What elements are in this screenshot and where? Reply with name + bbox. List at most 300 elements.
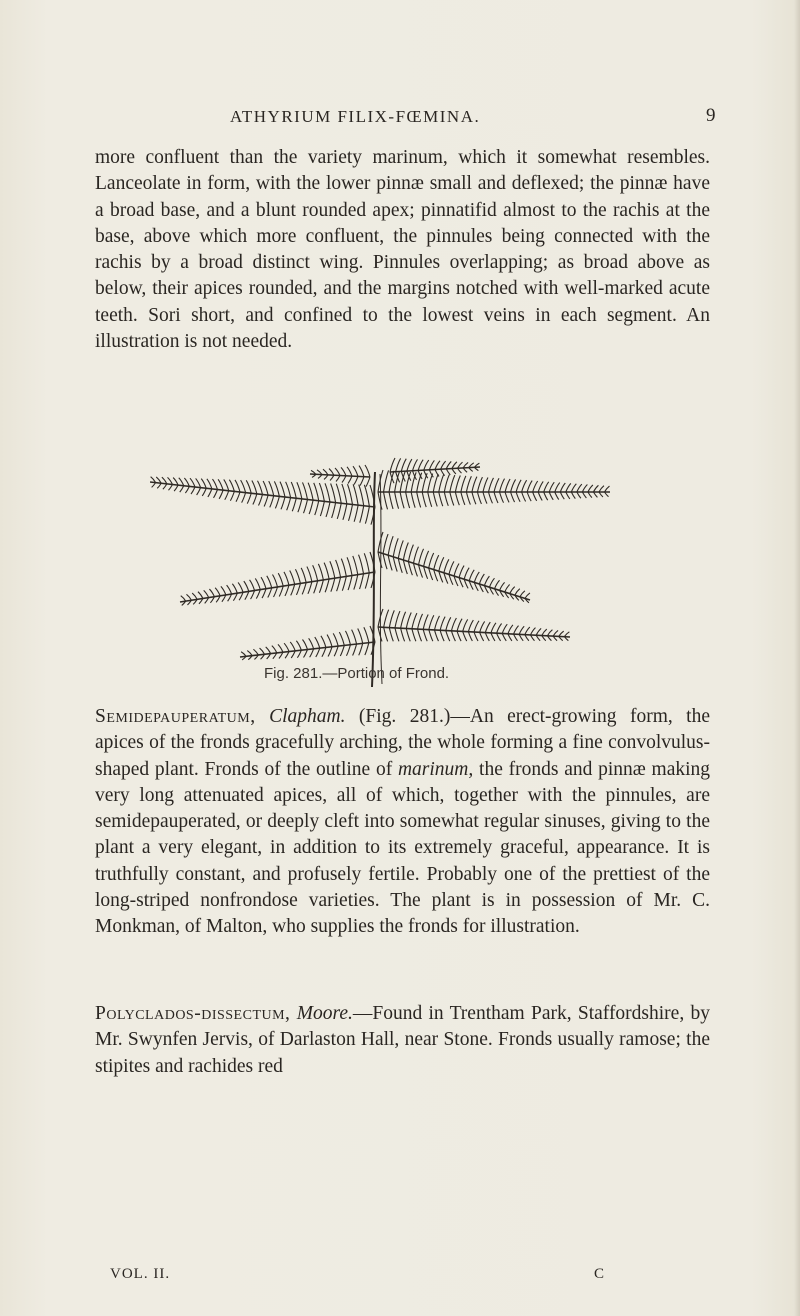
frond-stroke	[275, 496, 279, 508]
frond-stroke	[261, 577, 266, 589]
frond-stroke	[273, 575, 278, 588]
frond-stroke	[268, 588, 272, 598]
frond-stroke	[309, 638, 314, 649]
frond-stroke	[480, 621, 485, 632]
frond-stroke	[560, 483, 565, 492]
frond-stroke	[304, 650, 308, 658]
frond-stroke	[296, 583, 300, 594]
frond-stroke	[259, 495, 263, 506]
frond-stroke	[252, 481, 257, 494]
frond-stroke	[411, 472, 416, 492]
frond-stroke	[310, 649, 314, 657]
frond-stroke	[508, 625, 513, 634]
frond-stroke	[401, 459, 406, 472]
frond-stroke	[229, 480, 234, 492]
frond-stroke	[197, 488, 201, 495]
frond-stroke	[169, 485, 173, 491]
frond-stroke	[593, 485, 598, 492]
frond-stroke	[353, 556, 358, 575]
frond-stroke	[468, 632, 472, 641]
frond-stroke	[198, 592, 203, 599]
frond-stroke	[412, 629, 416, 641]
frond-stroke	[236, 492, 240, 502]
frond-stroke	[280, 482, 285, 497]
frond-stroke	[428, 492, 432, 507]
frond-stroke	[433, 492, 437, 506]
frond-stroke	[347, 467, 352, 476]
frond-stroke	[516, 480, 521, 492]
frond-stroke	[348, 576, 352, 591]
running-title: ATHYRIUM FILIX-FŒMINA.	[230, 107, 481, 126]
frond-stroke	[337, 503, 341, 519]
frond-stroke	[309, 500, 313, 514]
frond-stroke	[218, 479, 223, 490]
frond-stroke	[286, 482, 291, 498]
frond-stroke	[582, 492, 586, 498]
frond-stroke	[413, 547, 418, 564]
frond-stroke	[359, 555, 364, 574]
frond-stroke	[549, 482, 554, 492]
volume-mark: VOL. II.	[110, 1266, 171, 1282]
frond-stroke	[201, 479, 206, 489]
frond-stroke	[297, 482, 302, 499]
frond-stroke	[274, 481, 279, 496]
frond-stroke	[417, 473, 422, 492]
frond-stroke	[247, 651, 252, 656]
frond-stroke	[566, 492, 570, 499]
frond-stroke	[500, 582, 505, 590]
frond-stroke	[224, 479, 229, 490]
frond-stroke	[553, 630, 558, 636]
frond-stroke	[285, 585, 289, 596]
frond-stroke	[264, 495, 268, 506]
frond-stroke	[406, 628, 410, 641]
frond-stroke	[491, 633, 495, 641]
authority-name: Clapham.	[269, 706, 346, 727]
frond-stroke	[321, 636, 326, 648]
paragraph-text: the fronds and pinnæ making very long attenuated apices, all of which, together with the pinnules, are semidepauperated, or deeply cleft into somewhat regular sinuses, giving to the plant a very elegant, in addition to its extremely graceful, appearance. It is truthfully constant, and profusely fertile. Probably one of the prettiest of the long-striped nonfrondose varieties. The plant is in possession of Mr. C. Monkman, of Malton, who supplies the fronds for illustration.	[95, 758, 711, 938]
frond-stroke	[191, 487, 195, 494]
frond-stroke	[515, 589, 520, 596]
frond-stroke	[485, 622, 490, 632]
frond-stroke	[290, 642, 295, 651]
frond-stroke	[336, 484, 341, 504]
frond-stroke	[378, 627, 382, 641]
frond-stroke	[459, 566, 464, 578]
frond-stroke	[342, 576, 346, 590]
frond-stroke	[186, 594, 191, 600]
frond-stroke	[332, 503, 336, 518]
frond-stroke	[502, 624, 507, 633]
frond-stroke	[525, 627, 530, 635]
frond-stroke	[495, 580, 500, 589]
frond-stroke	[500, 479, 505, 492]
frond-stroke	[423, 615, 428, 630]
frond-stroke	[364, 485, 369, 507]
frond-stroke	[398, 558, 402, 572]
frond-stroke	[313, 565, 318, 581]
frond-stroke	[354, 505, 358, 522]
frond-stroke	[341, 467, 346, 475]
frond-stroke	[330, 561, 335, 578]
frond-stroke	[266, 647, 271, 654]
frond-stroke	[455, 476, 460, 493]
frond-stroke	[246, 480, 251, 493]
frond-stroke	[389, 610, 394, 627]
frond-stroke	[291, 584, 295, 595]
frond-stroke	[152, 483, 156, 488]
frond-stroke	[359, 643, 363, 655]
frond-stroke	[190, 478, 195, 487]
frond-stroke	[457, 631, 461, 641]
frond-stroke	[365, 506, 369, 523]
frond-stroke	[429, 630, 433, 642]
frond-stroke	[250, 580, 255, 591]
frond-stroke	[474, 572, 479, 583]
frond-stroke	[474, 632, 478, 641]
frond-stroke	[185, 486, 189, 493]
frond-stroke	[502, 633, 506, 640]
frond-stroke	[464, 568, 469, 580]
frond-stroke	[235, 480, 240, 492]
frond-stroke	[434, 630, 438, 641]
frond-stroke	[451, 618, 456, 631]
frond-stroke	[241, 480, 246, 493]
frond-stroke	[393, 538, 398, 557]
frond-stroke	[267, 576, 272, 588]
frond-stroke	[418, 460, 423, 471]
frond-stroke	[408, 562, 412, 576]
frond-stroke	[328, 647, 332, 657]
frond-stroke	[180, 486, 184, 492]
frond-stroke	[439, 474, 444, 492]
frond-stroke	[365, 465, 370, 477]
frond-stroke	[477, 477, 482, 492]
frond-stroke	[345, 631, 350, 645]
frond-stroke	[588, 492, 592, 498]
frond-stroke	[494, 478, 499, 492]
frond-stroke	[287, 498, 291, 511]
frond-stroke	[358, 628, 363, 643]
frond-stroke	[463, 631, 467, 641]
paragraph-text: more confluent than the variety marinum, which it somewhat resembles. Lanceolate in form, with the lower pinnæ small and deflexed; the pinnæ have a broad base, and a blunt rounded apex; pinnatifid almost to the rachis at the base, above which more confluent, the pinnules being connected with the rachis by a broad distinct wing. Pinnules overlapping; as broad above as below, their apices rounded, and the margins notched with well-marked acute teeth. Sori short, and confined to the lowest veins in each segment. An illustration is not needed.	[95, 147, 710, 353]
frond-stroke	[510, 587, 515, 594]
frond-stroke	[472, 492, 476, 504]
frond-stroke	[479, 574, 484, 584]
frond-stroke	[483, 492, 487, 504]
frond-stroke	[256, 590, 260, 599]
frond-stroke	[314, 581, 318, 593]
frond-stroke	[559, 631, 564, 636]
frond-stroke	[174, 485, 178, 491]
frond-stroke	[238, 582, 243, 592]
frond-stroke	[480, 632, 484, 641]
frond-stroke	[366, 477, 370, 487]
frond-stroke	[346, 645, 350, 656]
frond-stroke	[577, 492, 581, 498]
frond-stroke	[533, 492, 537, 501]
frond-stroke	[449, 561, 454, 574]
frond-stroke	[352, 630, 357, 644]
frond-stroke	[538, 481, 543, 492]
frond-stroke	[292, 498, 296, 511]
frond-stroke	[457, 619, 462, 631]
frond-stroke	[428, 474, 433, 492]
frond-stroke	[571, 484, 576, 492]
frond-stroke	[209, 589, 214, 597]
frond-stroke	[440, 617, 445, 631]
italic-variety: marinum,	[397, 758, 474, 780]
frond-stroke	[339, 632, 344, 645]
frond-stroke	[204, 590, 209, 597]
frond-stroke	[446, 631, 450, 642]
frond-stroke	[530, 628, 535, 635]
frond-stroke	[318, 564, 323, 580]
frond-stroke	[472, 477, 477, 492]
frond-stroke	[419, 565, 423, 578]
frond-stroke	[253, 494, 257, 505]
frond-stroke	[214, 490, 218, 498]
frond-stroke	[555, 492, 559, 500]
frond-stroke	[418, 614, 423, 629]
frond-stroke	[474, 621, 479, 632]
frond-stroke	[400, 492, 404, 508]
frond-stroke	[505, 585, 510, 593]
frond-stroke	[302, 583, 306, 595]
frond-stroke	[444, 492, 448, 506]
frond-stroke	[324, 563, 329, 579]
frond-stroke	[484, 576, 489, 586]
frond-stroke	[520, 591, 525, 597]
frond-stroke	[435, 461, 440, 470]
frond-stroke	[463, 619, 468, 631]
frond-stroke	[408, 545, 413, 562]
frond-stroke	[458, 468, 462, 473]
frond-stroke	[304, 500, 308, 514]
frond-stroke	[544, 492, 548, 500]
frond-stroke	[342, 484, 347, 504]
frond-stroke	[412, 613, 417, 629]
frond-stroke	[542, 629, 547, 635]
frond-stroke	[260, 648, 265, 654]
frond-stroke	[389, 628, 393, 642]
variety-name: Polyclados-dissectum,	[95, 1003, 291, 1024]
frond-stroke	[278, 644, 283, 652]
frond-stroke	[378, 492, 382, 510]
frond-stroke	[446, 617, 451, 630]
paragraph-polyclados-dissectum	[95, 1001, 710, 1080]
frond-stroke	[433, 474, 438, 492]
frond-stroke	[360, 574, 364, 589]
frond-stroke	[255, 578, 260, 589]
frond-stroke	[450, 492, 454, 506]
frond-stroke	[434, 555, 439, 570]
frond-stroke	[468, 620, 473, 632]
frond-stroke	[446, 461, 451, 468]
frond-stroke	[527, 481, 532, 492]
frond-stroke	[555, 483, 560, 492]
frond-stroke	[483, 477, 488, 492]
frond-stroke	[384, 627, 388, 641]
frond-stroke	[403, 543, 408, 561]
frond-stroke	[435, 470, 439, 477]
frond-stroke	[284, 572, 289, 585]
frond-stroke	[444, 475, 449, 492]
frond-stroke	[516, 492, 520, 502]
frond-stroke	[247, 493, 251, 503]
frond-stroke	[354, 575, 358, 590]
running-head	[0, 107, 800, 133]
frond-stroke	[466, 476, 471, 492]
frond-stroke	[522, 492, 526, 501]
frond-stroke	[429, 615, 434, 629]
frond-stroke	[505, 492, 509, 502]
frond-stroke	[488, 492, 492, 503]
frond-stroke	[488, 478, 493, 492]
frond-stroke	[320, 501, 324, 516]
frond-stroke	[525, 593, 530, 599]
frond-stroke	[423, 629, 427, 641]
frond-stroke	[418, 629, 422, 641]
frond-stroke	[439, 492, 443, 506]
frond-stroke	[505, 479, 510, 492]
frond-stroke	[360, 477, 364, 486]
frond-stroke	[303, 482, 308, 499]
frond-stroke	[192, 593, 197, 599]
frond-stroke	[434, 616, 439, 630]
frond-stroke	[497, 633, 501, 641]
frond-stroke	[278, 573, 283, 586]
frond-stroke	[337, 577, 341, 591]
frond-stroke	[343, 504, 347, 520]
frond-stroke	[401, 628, 405, 641]
frond-stroke	[353, 466, 358, 476]
frond-stroke	[522, 480, 527, 492]
frond-stroke	[395, 492, 399, 509]
frond-stroke	[536, 628, 541, 635]
frond-stroke	[315, 501, 319, 515]
frond-stroke	[298, 499, 302, 512]
frond-stroke	[342, 476, 346, 483]
frond-stroke	[424, 460, 429, 470]
frond-stroke	[359, 466, 364, 477]
frond-stroke	[365, 643, 369, 655]
page-number: 9	[706, 105, 716, 126]
frond-stroke	[485, 633, 489, 641]
frond-stroke	[326, 502, 330, 517]
frond-stroke	[497, 624, 502, 634]
paragraph-text: —Found in Trentham Park, Staffordshire, by Mr. Swynfen Jervis, of Darlaston Hall, near Stone. Fronds usually ramose; the stipites and rachides red	[95, 1003, 710, 1077]
frond-stroke	[325, 483, 330, 502]
frond-stroke	[270, 496, 274, 508]
frond-stroke	[429, 553, 434, 568]
frond-stroke	[604, 486, 609, 492]
frond-stroke	[511, 492, 515, 502]
frond-stroke	[511, 479, 516, 492]
authority-name: Moore.	[296, 1003, 353, 1024]
frond-stroke	[327, 635, 332, 647]
frond-stroke	[593, 492, 597, 497]
frond-stroke	[461, 476, 466, 492]
frond-stroke	[571, 492, 575, 499]
paragraph-text: (Fig. 281.)—An erect-growing form, the apices of the fronds gracefully arching, the whole forming a fine convolvulus-shaped plant. Fronds of the outline of	[95, 706, 711, 780]
frond-stroke	[396, 458, 401, 471]
page-edge-shadow	[794, 0, 800, 1316]
frond-stroke	[181, 596, 186, 601]
frond-stroke	[466, 492, 470, 505]
frond-stroke	[469, 570, 474, 581]
frond-stroke	[353, 484, 358, 505]
frond-stroke	[403, 560, 407, 574]
frond-stroke	[547, 630, 552, 636]
frond-stroke	[303, 640, 308, 650]
frond-stroke	[258, 481, 263, 495]
frond-stroke	[549, 492, 553, 500]
frond-stroke	[461, 492, 465, 505]
frond-stroke	[533, 481, 538, 492]
frond-stroke	[333, 633, 338, 646]
frond-stroke	[444, 559, 449, 573]
frond-stroke	[269, 481, 274, 496]
frond-stroke	[207, 479, 212, 489]
frond-stroke	[439, 557, 444, 571]
frond-stroke	[336, 560, 341, 577]
variety-name: Semidepauperatum,	[95, 706, 256, 727]
frond-stroke	[588, 485, 593, 492]
frond-stroke	[388, 555, 392, 570]
frond-stroke	[341, 559, 346, 577]
frond-stroke	[319, 483, 324, 501]
frond-stroke	[281, 497, 285, 509]
frond-stroke	[279, 586, 283, 596]
frond-stroke	[422, 492, 426, 507]
frond-stroke	[314, 483, 319, 501]
frond-stroke	[384, 470, 389, 492]
frond-stroke	[274, 587, 278, 597]
frond-stroke	[225, 491, 229, 500]
frond-stroke	[221, 586, 226, 595]
frond-stroke	[364, 553, 369, 573]
frond-stroke	[196, 478, 201, 487]
frond-stroke	[347, 557, 352, 575]
paragraph-semidepauperatum	[95, 704, 710, 941]
frond-stroke	[208, 489, 212, 497]
frond-stroke	[393, 557, 397, 572]
frond-stroke	[450, 475, 455, 492]
frond-stroke	[446, 469, 450, 475]
frond-stroke	[564, 632, 569, 637]
figure-caption: Fig. 281.—Portion of Frond.	[264, 665, 450, 682]
frond-stroke	[454, 564, 459, 577]
frond-stroke	[489, 578, 494, 587]
frond-stroke	[514, 634, 518, 641]
frond-stroke	[407, 459, 412, 471]
frond-stroke	[440, 630, 444, 641]
frond-stroke	[213, 479, 218, 489]
frond-stroke	[307, 567, 312, 582]
frond-stroke	[582, 485, 587, 492]
frond-stroke	[419, 549, 424, 565]
frond-stroke	[348, 484, 353, 504]
frond-stroke	[331, 484, 336, 503]
paragraph-marinum-description	[95, 145, 710, 355]
frond-stroke	[296, 641, 301, 650]
frond-stroke	[389, 492, 393, 509]
frond-stroke	[365, 573, 369, 589]
frond-stroke	[272, 646, 277, 653]
frond-stroke	[295, 569, 300, 583]
frond-stroke	[429, 460, 434, 469]
